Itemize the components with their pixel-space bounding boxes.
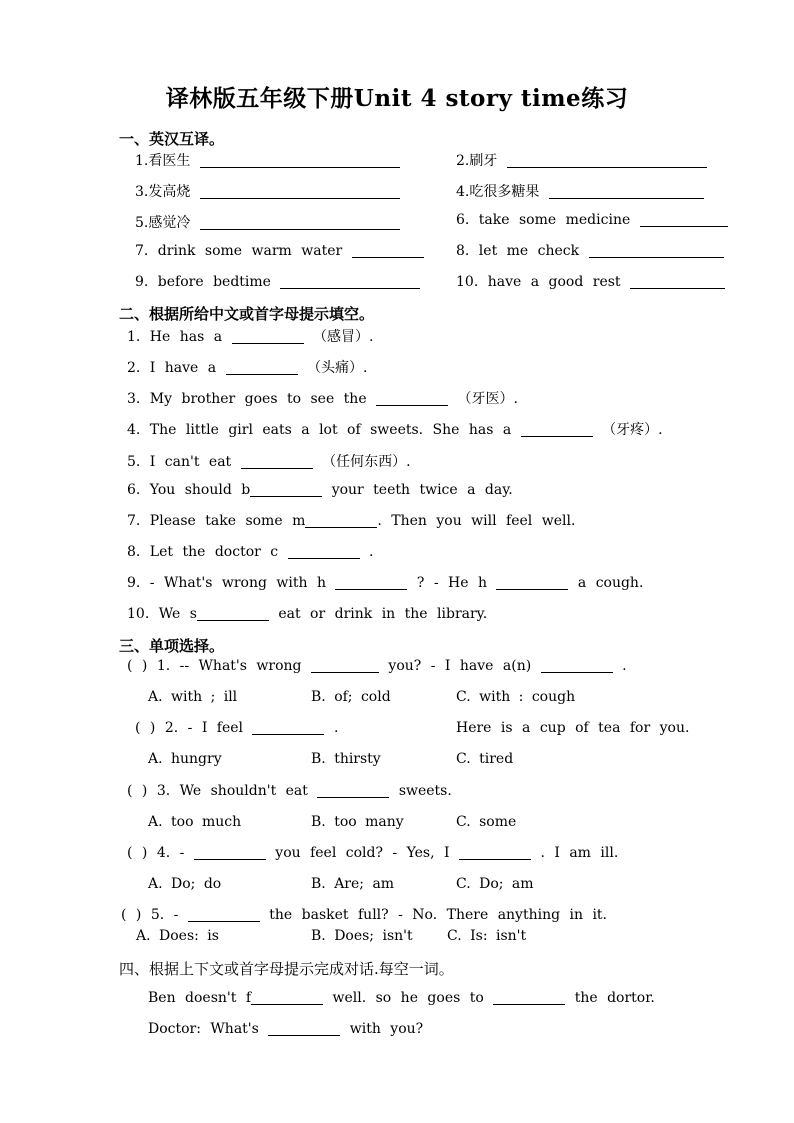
p3-q1-option-b[interactable]: B. of; cold [311, 689, 391, 705]
p1-item-2: 2.刷牙 [456, 150, 707, 170]
answer-blank[interactable] [640, 212, 728, 227]
answer-blank[interactable] [311, 658, 379, 673]
p2-item-1: 1. He has a （感冒）. [127, 329, 374, 345]
p3-q4-option-a[interactable]: A. Do; do [148, 876, 222, 892]
answer-blank[interactable] [549, 184, 704, 199]
p1-item-10: 10. have a good rest [456, 274, 725, 290]
p3-question-1: ( ) 1. -- What's wrong you? - I have a(n) . [127, 658, 627, 674]
answer-blank[interactable] [335, 575, 407, 590]
p1-item-7: 7. drink some warm water [135, 243, 424, 259]
p3-q5-option-b[interactable]: B. Does; isn't [311, 928, 413, 944]
p1-item-1: 1.看医生 [135, 150, 400, 170]
section-heading-4: 四、根据上下文或首字母提示完成对话.每空一词。 [119, 960, 454, 978]
p3-q1-option-c[interactable]: C. with : cough [456, 689, 576, 705]
p2-item-5: 5. I can't eat （任何东西）. [127, 454, 411, 470]
p2-item-3: 3. My brother goes to see the （牙医）. [127, 391, 518, 407]
p2-item-10: 10. We s eat or drink in the library. [127, 606, 488, 622]
answer-blank[interactable] [226, 360, 298, 375]
answer-blank[interactable] [305, 513, 377, 528]
section-heading-1: 一、英汉互译。 [119, 130, 225, 148]
answer-blank[interactable] [317, 783, 389, 798]
answer-blank[interactable] [268, 1021, 340, 1036]
p1-item-9: 9. before bedtime [135, 274, 420, 290]
p3-q4-option-c[interactable]: C. Do; am [456, 876, 534, 892]
p3-question-3: ( ) 3. We shouldn't eat sweets. [127, 783, 452, 799]
p1-item-6: 6. take some medicine [456, 212, 728, 228]
answer-blank[interactable] [589, 243, 724, 258]
p4-line-1: Ben doesn't f well. so he goes to the dortor. [148, 990, 655, 1006]
p1-item-8: 8. let me check [456, 243, 724, 259]
p2-item-6: 6. You should b your teeth twice a day. [127, 482, 513, 498]
answer-blank[interactable] [188, 907, 260, 922]
p2-item-7: 7. Please take some m . Then you will feel well. [127, 513, 576, 529]
answer-blank[interactable] [280, 274, 420, 289]
section-heading-3: 三、单项选择。 [119, 637, 225, 655]
answer-blank[interactable] [459, 845, 531, 860]
answer-blank[interactable] [250, 482, 322, 497]
answer-blank[interactable] [200, 184, 400, 199]
p3-q4-option-b[interactable]: B. Are; am [311, 876, 395, 892]
p3-question-4: ( ) 4. - you feel cold? - Yes, I . I am ill. [127, 845, 619, 861]
answer-blank[interactable] [251, 990, 323, 1005]
p1-item-3: 3.发高烧 [135, 181, 400, 201]
answer-blank[interactable] [200, 215, 400, 230]
p3-question-5: ( ) 5. - the basket full? - No. There anything in it. [121, 907, 608, 923]
p3-q5-option-c[interactable]: C. Is: isn't [447, 928, 527, 944]
p3-q1-option-a[interactable]: A. with ; ill [148, 689, 238, 705]
p3-q5-option-a[interactable]: A. Does: is [136, 928, 219, 944]
p2-item-8: 8. Let the doctor c . [127, 544, 374, 560]
answer-blank[interactable] [496, 575, 568, 590]
answer-blank[interactable] [241, 454, 313, 469]
p4-line-2: Doctor: What's with you? [148, 1021, 424, 1037]
p3-q3-option-a[interactable]: A. too much [148, 814, 242, 830]
p2-item-2: 2. I have a （头痛）. [127, 360, 368, 376]
answer-blank[interactable] [352, 243, 424, 258]
p1-item-4: 4.吃很多糖果 [456, 181, 704, 201]
answer-blank[interactable] [200, 153, 400, 168]
answer-blank[interactable] [493, 990, 565, 1005]
answer-blank[interactable] [507, 153, 707, 168]
answer-blank[interactable] [232, 329, 304, 344]
answer-blank[interactable] [541, 658, 613, 673]
p1-item-5: 5.感觉冷 [135, 212, 400, 232]
answer-blank[interactable] [194, 845, 266, 860]
answer-blank[interactable] [630, 274, 725, 289]
answer-blank[interactable] [376, 391, 448, 406]
p3-q2-option-b[interactable]: B. thirsty [311, 751, 381, 767]
answer-blank[interactable] [252, 720, 324, 735]
p2-item-9: 9. - What's wrong with h ? - He h a cough. [127, 575, 644, 591]
answer-blank[interactable] [288, 544, 360, 559]
answer-blank[interactable] [197, 606, 269, 621]
answer-blank[interactable] [521, 422, 593, 437]
p3-q2-reply: Here is a cup of tea for you. [456, 720, 690, 736]
p3-question-2: ( ) 2. - I feel . [135, 720, 339, 736]
p3-q2-option-c[interactable]: C. tired [456, 751, 514, 767]
p3-q3-option-c[interactable]: C. some [456, 814, 517, 830]
section-heading-2: 二、根据所给中文或首字母提示填空。 [119, 305, 375, 323]
p3-q3-option-b[interactable]: B. too many [311, 814, 404, 830]
p3-q2-option-a[interactable]: A. hungry [148, 751, 222, 767]
page-title: 译林版五年级下册Unit 4 story time练习 [165, 85, 629, 112]
p2-item-4: 4. The little girl eats a lot of sweets. She has a （牙疼）. [127, 422, 663, 438]
